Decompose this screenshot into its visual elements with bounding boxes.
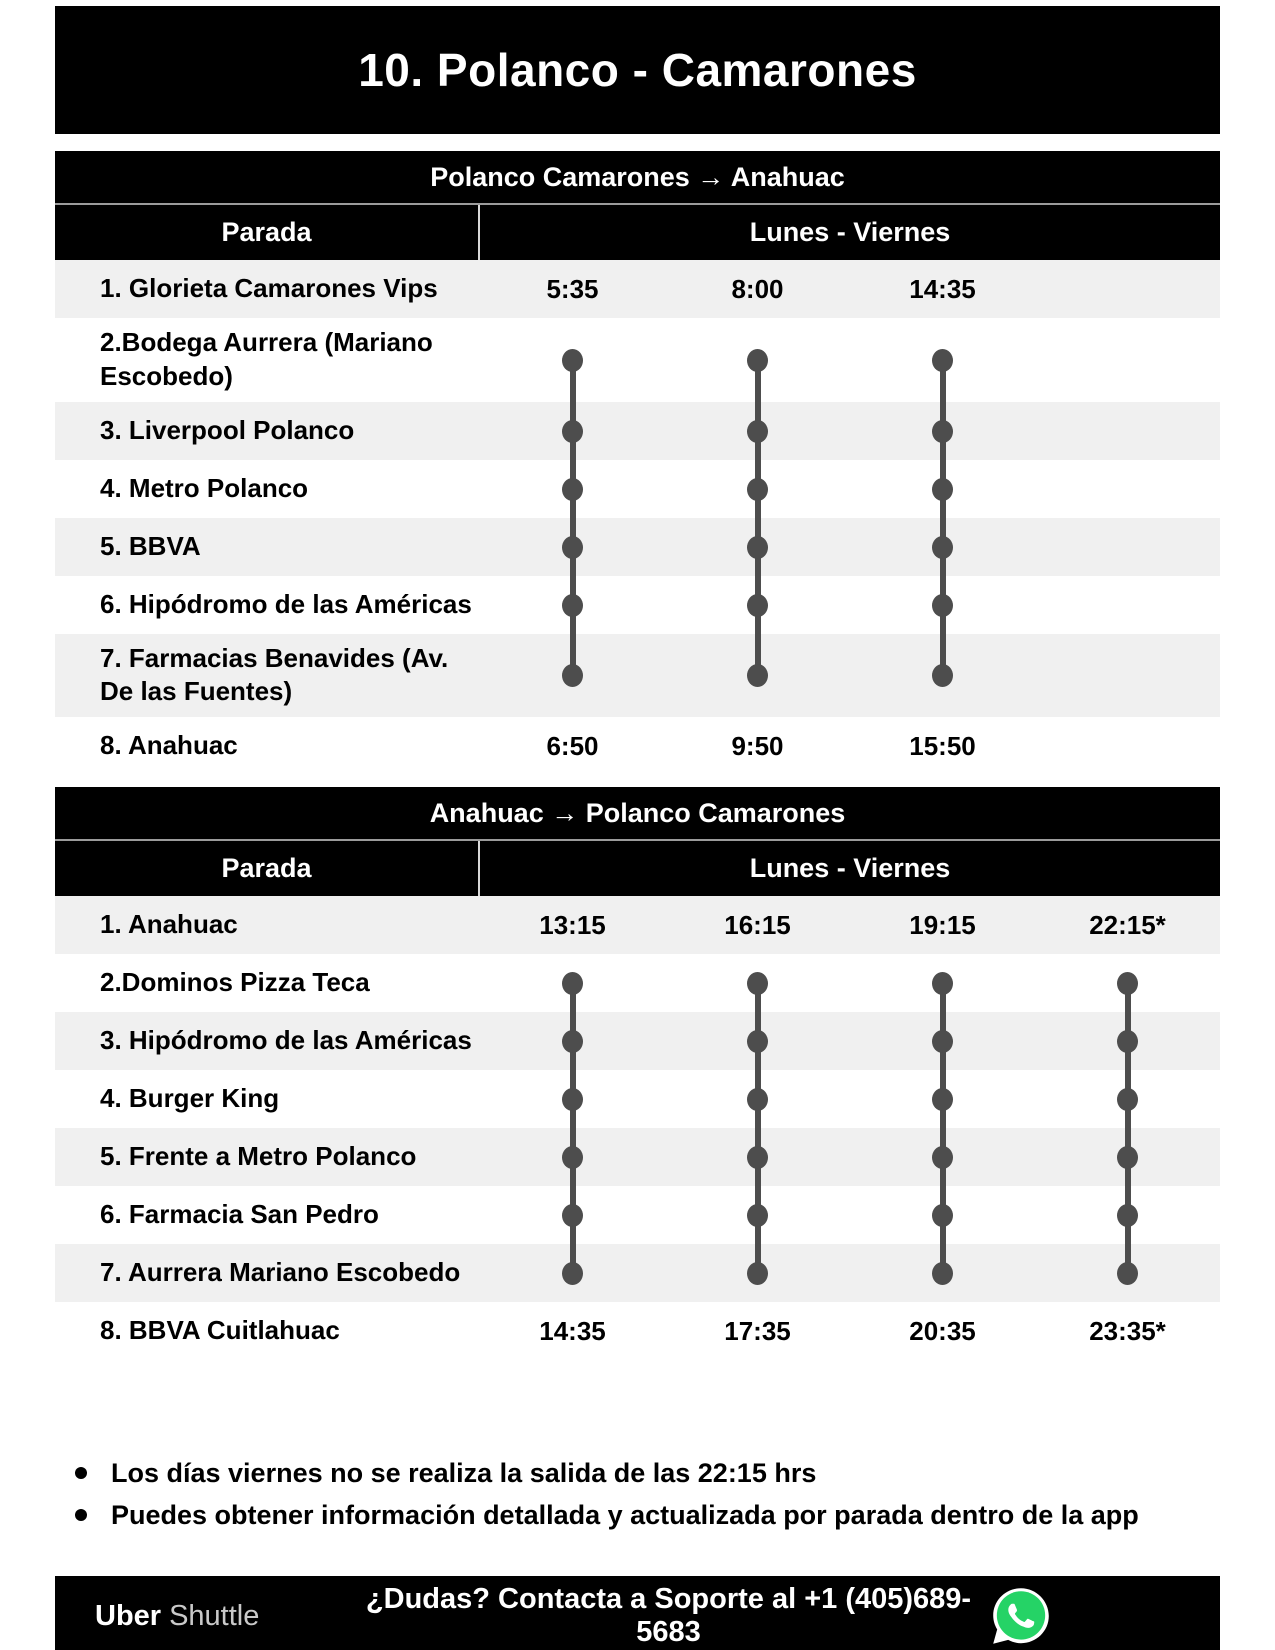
note-text: Puedes obtener información detallada y actualizada por parada dentro de la app (111, 1499, 1139, 1530)
table-row (55, 1302, 1220, 1360)
departure-time: 16:15 (724, 909, 791, 940)
column-header-stop (55, 205, 480, 260)
route-line-cell (850, 1128, 1035, 1186)
column-header-row (55, 205, 1220, 260)
empty-cell (1035, 634, 1220, 718)
route-line-cell (1035, 1070, 1220, 1128)
departure-time: 13:15 (539, 909, 606, 940)
route-line-cell (665, 1012, 850, 1070)
stop-name: 6. Hipódromo de las Américas (100, 588, 472, 619)
table-row (55, 518, 1220, 576)
route-line-cell (1035, 1128, 1220, 1186)
route-line-cell (850, 1244, 1035, 1302)
brand-secondary: Shuttle (169, 1599, 260, 1632)
empty-cell (1035, 717, 1220, 775)
route-line-cell (665, 460, 850, 518)
table-row (55, 576, 1220, 634)
route-stop-dot (1117, 1088, 1138, 1111)
departure-time: 6:50 (546, 730, 599, 761)
table-row (55, 318, 1220, 402)
column-header-stop-label: Parada (221, 217, 312, 247)
route-line-cell (480, 954, 665, 1012)
route-stop-dot (932, 420, 953, 443)
stop-name: 7. Aurrera Mariano Escobedo (100, 1257, 461, 1288)
table-row (55, 1244, 1220, 1302)
route-stop-dot (932, 664, 953, 687)
route-stop-dot (932, 1088, 953, 1111)
schedule-page (0, 6, 1275, 1650)
stop-name: 3. Hipódromo de las Américas (100, 1025, 472, 1056)
route-line-cell (1035, 1186, 1220, 1244)
column-header-row (55, 841, 1220, 896)
note-item (75, 1498, 1220, 1534)
route-stop-dot (932, 478, 953, 501)
stop-name: 7. Farmacias Benavides (Av. De las Fuentes) (100, 642, 449, 707)
column-header-stop (55, 841, 480, 896)
route-line-cell (1035, 1012, 1220, 1070)
schedule-table-2 (55, 787, 1220, 1360)
empty-cell (1035, 460, 1220, 518)
departure-time: 5:35 (546, 273, 599, 304)
route-stop-dot (562, 478, 583, 501)
route-stop-dot (932, 594, 953, 617)
route-stop-dot (932, 1262, 953, 1285)
route-stop-dot (562, 664, 583, 687)
route-line-cell (850, 1070, 1035, 1128)
route-line-cell (850, 1012, 1035, 1070)
route-stop-dot (932, 972, 953, 995)
table-row (55, 402, 1220, 460)
route-stop-dot (562, 1146, 583, 1169)
route-line-cell (850, 576, 1035, 634)
route-line-cell (665, 518, 850, 576)
route-title: Polanco Camarones → Anahuac (430, 161, 845, 192)
route-header (55, 151, 1220, 205)
departure-time: 8:00 (731, 273, 784, 304)
route-line-cell (665, 1128, 850, 1186)
route-line-cell (480, 1128, 665, 1186)
column-header-days-label: Lunes - Viernes (749, 853, 951, 884)
route-stop-dot (562, 594, 583, 617)
footer-bar (55, 1576, 1220, 1650)
departure-time: 19:15 (909, 909, 976, 940)
uber-shuttle-logo (95, 1600, 345, 1633)
notes-list (75, 1456, 1220, 1533)
departure-time: 23:35* (1089, 1315, 1166, 1346)
route-stop-dot (1117, 1262, 1138, 1285)
route-line-cell (665, 1186, 850, 1244)
route-line-cell (850, 954, 1035, 1012)
departure-time: 14:35 (909, 273, 976, 304)
route-line-cell (480, 1070, 665, 1128)
route-line-cell (665, 1070, 850, 1128)
departure-time: 22:15* (1089, 909, 1166, 940)
whatsapp-icon[interactable] (992, 1587, 1050, 1645)
table-row (55, 1186, 1220, 1244)
stop-name: 8. Anahuac (100, 730, 238, 761)
route-stop-dot (747, 1204, 768, 1227)
route-stop-dot (747, 1088, 768, 1111)
brand-primary: Uber (95, 1599, 162, 1632)
route-line-cell (665, 402, 850, 460)
table-row (55, 634, 1220, 718)
table-row (55, 1128, 1220, 1186)
route-line-cell (850, 1186, 1035, 1244)
departure-time: 15:50 (909, 730, 976, 761)
route-line-cell (480, 1244, 665, 1302)
route-line-cell (665, 954, 850, 1012)
table-row (55, 896, 1220, 954)
route-stop-dot (1117, 1030, 1138, 1053)
stop-name: 1. Glorieta Camarones Vips (100, 273, 438, 304)
table-row (55, 260, 1220, 318)
column-header-days-label: Lunes - Viernes (749, 217, 951, 247)
route-line-cell (1035, 954, 1220, 1012)
table-row (55, 460, 1220, 518)
support-contact-text: ¿Dudas? Contacta a Soporte al +1 (405)689-5683 (365, 1583, 972, 1648)
route-stop-dot (562, 1088, 583, 1111)
route-stop-dot (562, 1030, 583, 1053)
stop-name: 8. BBVA Cuitlahuac (100, 1315, 340, 1346)
bullet-icon (75, 1509, 87, 1521)
route-line-cell (665, 1244, 850, 1302)
route-stop-dot (932, 1030, 953, 1053)
route-stop-dot (562, 536, 583, 559)
route-header (55, 787, 1220, 841)
route-stop-dot (1117, 972, 1138, 995)
route-stop-dot (747, 664, 768, 687)
route-line-cell (665, 576, 850, 634)
route-line-cell (665, 634, 850, 718)
route-stop-dot (747, 478, 768, 501)
column-header-days (480, 841, 1220, 896)
empty-cell (1035, 402, 1220, 460)
table-row (55, 1070, 1220, 1128)
stop-name: 2.Bodega Aurrera (Mariano Escobedo) (100, 327, 433, 391)
route-line-cell (480, 402, 665, 460)
stop-name: 1. Anahuac (100, 909, 238, 940)
bullet-icon (75, 1467, 87, 1479)
route-line-cell (850, 318, 1035, 402)
route-line-cell (850, 460, 1035, 518)
empty-cell (1035, 260, 1220, 318)
route-line-cell (480, 1186, 665, 1244)
stop-name: 4. Metro Polanco (100, 472, 309, 503)
stop-name: 5. Frente a Metro Polanco (100, 1141, 417, 1172)
departure-time: 17:35 (724, 1315, 791, 1346)
route-stop-dot (747, 594, 768, 617)
route-stop-dot (747, 1146, 768, 1169)
empty-cell (1035, 576, 1220, 634)
route-stop-dot (932, 536, 953, 559)
stop-name: 6. Farmacia San Pedro (100, 1199, 379, 1230)
route-stop-dot (562, 1204, 583, 1227)
route-line-cell (665, 318, 850, 402)
route-line-cell (480, 576, 665, 634)
route-line-cell (480, 1012, 665, 1070)
table-row (55, 1012, 1220, 1070)
route-title: Anahuac → Polanco Camarones (429, 797, 846, 828)
stop-name: 3. Liverpool Polanco (100, 414, 355, 445)
route-stop-dot (562, 420, 583, 443)
route-stop-dot (747, 420, 768, 443)
table-row (55, 954, 1220, 1012)
note-text: Los días viernes no se realiza la salida de las 22:15 hrs (111, 1458, 817, 1489)
route-line-cell (850, 634, 1035, 718)
route-line-cell (850, 518, 1035, 576)
route-line-cell (480, 634, 665, 718)
schedule-table-1 (55, 151, 1220, 775)
route-stop-dot (932, 349, 953, 372)
page-title-bar (55, 6, 1220, 134)
empty-cell (1035, 318, 1220, 402)
route-line-cell (850, 402, 1035, 460)
route-stop-dot (1117, 1204, 1138, 1227)
note-item (75, 1456, 1220, 1492)
route-line-cell (480, 518, 665, 576)
route-stop-dot (562, 972, 583, 995)
table-row (55, 717, 1220, 775)
page-title: 10. Polanco - Camarones (358, 44, 917, 96)
column-header-stop-label: Parada (221, 853, 312, 884)
route-line-cell (1035, 1244, 1220, 1302)
stop-name: 2.Dominos Pizza Teca (100, 967, 370, 998)
departure-time: 14:35 (539, 1315, 606, 1346)
departure-time: 9:50 (731, 730, 784, 761)
route-stop-dot (747, 1262, 768, 1285)
route-stop-dot (747, 1030, 768, 1053)
route-line-cell (480, 460, 665, 518)
route-stop-dot (1117, 1146, 1138, 1169)
empty-cell (1035, 518, 1220, 576)
departure-time: 20:35 (909, 1315, 976, 1346)
route-line-cell (480, 318, 665, 402)
route-stop-dot (747, 349, 768, 372)
stop-name: 5. BBVA (100, 530, 201, 561)
route-stop-dot (747, 536, 768, 559)
route-stop-dot (562, 1262, 583, 1285)
route-stop-dot (932, 1146, 953, 1169)
route-stop-dot (932, 1204, 953, 1227)
route-stop-dot (747, 972, 768, 995)
route-stop-dot (562, 349, 583, 372)
stop-name: 4. Burger King (100, 1083, 280, 1114)
column-header-days (480, 205, 1220, 260)
